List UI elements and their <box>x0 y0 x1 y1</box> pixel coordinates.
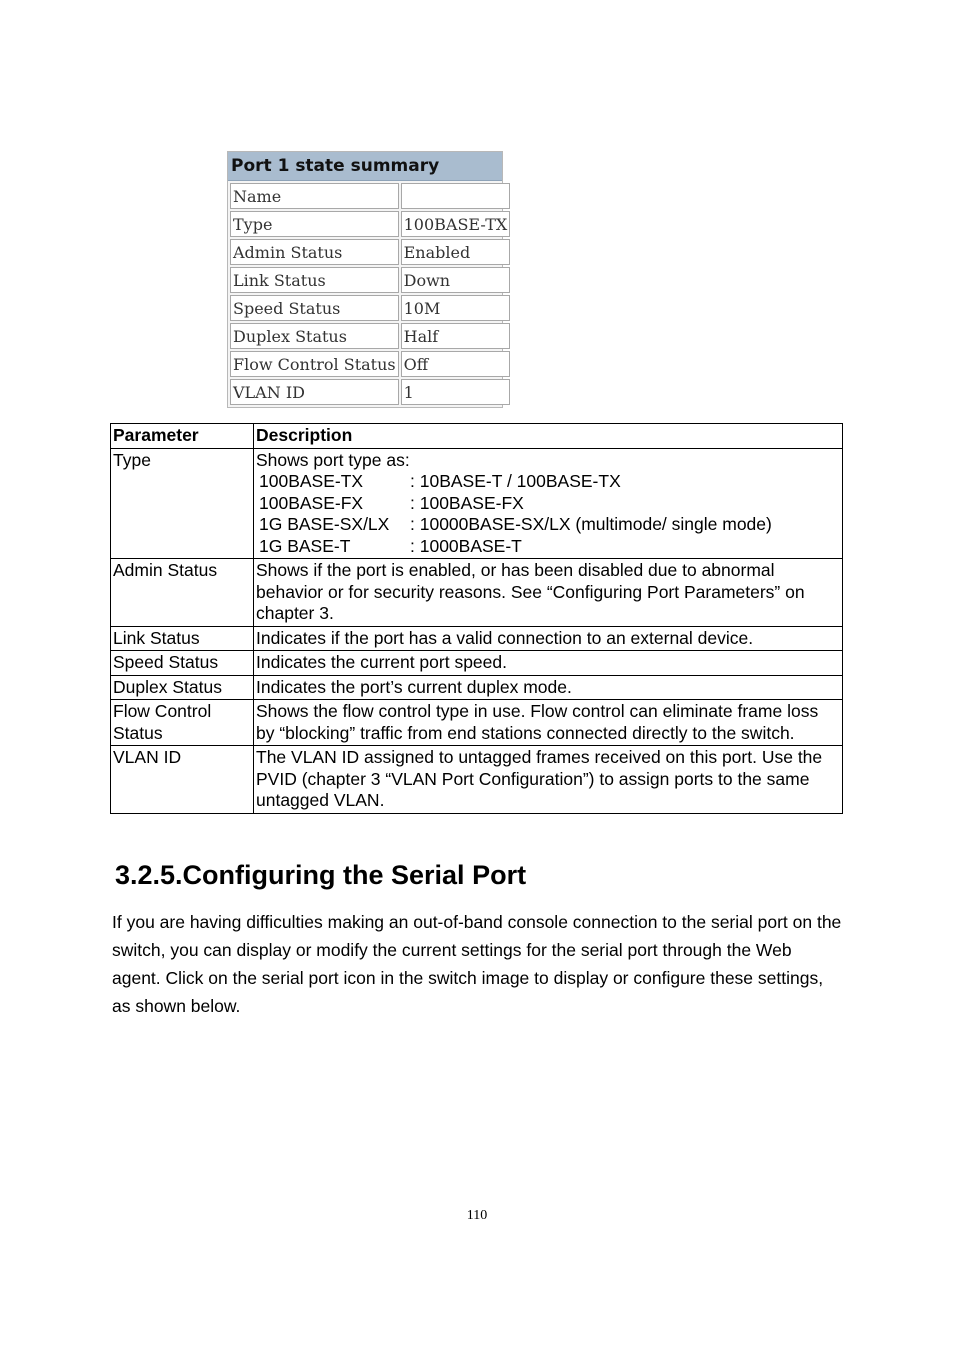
summary-key: Flow Control Status <box>230 351 399 377</box>
description-cell: Shows if the port is enabled, or has been disabled due to abnormal behavior or for security reasons. See “Configuring Port Parameters” on chapter 3. <box>254 559 843 627</box>
summary-row <box>230 211 510 237</box>
description-cell: Indicates the port’s current duplex mode. <box>254 675 843 700</box>
type-line-key: 100BASE-FX <box>259 492 364 513</box>
summary-table <box>228 181 512 407</box>
type-line-key: 1G BASE-SX/LX <box>259 514 390 534</box>
description-cell: Indicates if the port has a valid connection to an external device. <box>254 626 843 651</box>
description-cell: The VLAN ID assigned to untagged frames received on this port. Use the PVID (chapter 3 “VLAN Port Configuration”) to assign ports to the same untagged VLAN. <box>254 746 843 814</box>
parameter-cell: Type <box>111 448 254 559</box>
summary-key: Duplex Status <box>230 323 399 349</box>
summary-row <box>230 351 510 377</box>
page-number: 110 <box>466 1208 488 1223</box>
table-row <box>111 559 843 627</box>
summary-value <box>401 183 511 209</box>
parameter-cell: VLAN ID <box>111 746 254 814</box>
type-line-value: : 100BASE-FX <box>410 492 524 513</box>
parameter-header: Parameter <box>111 424 254 449</box>
parameter-cell: Admin Status <box>111 559 254 627</box>
summary-value: Enabled <box>401 239 511 265</box>
parameter-cell: Flow Control Status <box>111 700 254 746</box>
description-header: Description <box>254 424 843 449</box>
type-line <box>256 514 840 536</box>
summary-row <box>230 379 510 405</box>
description-cell: Shows the flow control type in use. Flow control can eliminate frame loss by “blocking” traffic from end stations connected directly to the switch. <box>254 700 843 746</box>
summary-value: 100BASE-TX <box>401 211 511 237</box>
description-cell: Indicates the current port speed. <box>254 651 843 676</box>
type-line-key: 100BASE-TX <box>259 471 364 491</box>
summary-key: VLAN ID <box>230 379 399 405</box>
type-line-value: : 1000BASE-T <box>410 535 522 556</box>
type-intro: Shows port type as: <box>256 449 410 470</box>
summary-row <box>230 239 510 265</box>
parameter-table <box>110 423 843 814</box>
summary-key: Type <box>230 211 399 237</box>
summary-value: 1 <box>401 379 511 405</box>
parameter-cell: Duplex Status <box>111 675 254 700</box>
table-header-row <box>111 424 843 449</box>
summary-title: Port 1 state summary <box>228 152 502 181</box>
table-row <box>111 675 843 700</box>
summary-key: Link Status <box>230 267 399 293</box>
type-line-key: 1G BASE-T <box>259 535 351 556</box>
type-line-value: : 10000BASE-SX/LX (multimode/ single mode) <box>410 514 772 534</box>
table-row <box>111 746 843 814</box>
summary-row <box>230 183 510 209</box>
summary-value: Half <box>401 323 511 349</box>
table-row <box>111 448 843 559</box>
parameter-cell: Speed Status <box>111 651 254 676</box>
section-heading: 3.2.5.Configuring the Serial Port <box>115 860 527 890</box>
summary-value: Down <box>401 267 511 293</box>
type-line-value: : 10BASE-T / 100BASE-TX <box>410 471 621 491</box>
description-cell <box>254 448 843 559</box>
type-line <box>256 471 840 493</box>
type-line <box>256 536 840 558</box>
summary-key: Speed Status <box>230 295 399 321</box>
summary-value: 10M <box>401 295 511 321</box>
parameter-cell: Link Status <box>111 626 254 651</box>
section-paragraph: If you are having difficulties making an out-of-band console connection to the serial port on the switch, you can display or modify the current settings for the serial port through the Web agent. Click on the serial port icon in the switch image to display or configure these settings, as shown below. <box>112 912 842 1016</box>
table-row <box>111 651 843 676</box>
summary-row <box>230 323 510 349</box>
summary-key: Name <box>230 183 399 209</box>
summary-row <box>230 295 510 321</box>
summary-row <box>230 267 510 293</box>
table-row <box>111 626 843 651</box>
table-row <box>111 700 843 746</box>
port-state-summary-panel <box>227 151 508 408</box>
summary-key: Admin Status <box>230 239 399 265</box>
summary-value: Off <box>401 351 511 377</box>
type-line <box>256 493 840 515</box>
